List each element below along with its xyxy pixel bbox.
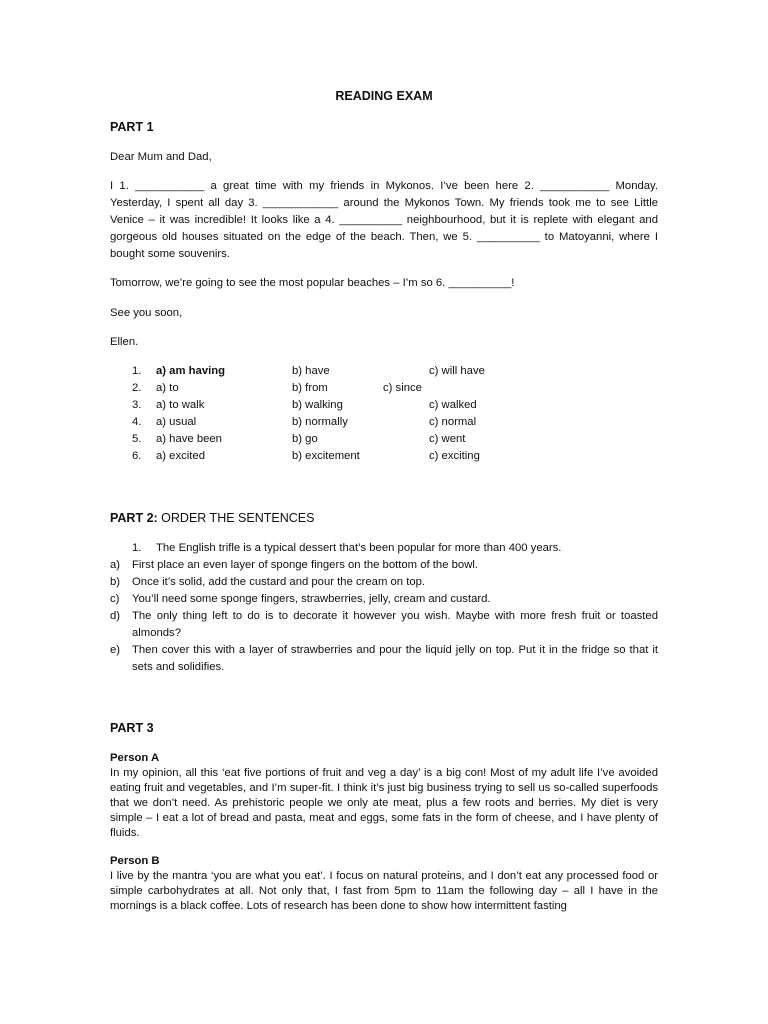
order-item-e [110,642,658,676]
item-letter: b) [110,576,121,588]
order-intro-sentence [110,540,658,557]
item-text: First place an even layer of sponge fingers on the bottom of the bowl. [132,559,479,571]
person-a-label: Person A [110,752,160,764]
order-item-b [110,574,658,591]
option-c: c) since [383,382,422,394]
option-b: b) walking [292,399,343,411]
option-a: a) am having [156,365,226,377]
letter-paragraph-2: Tomorrow, we’re going to see the most popular beaches – I’m so 6. __________! [110,277,515,289]
person-a-text: In my opinion, all this ‘eat five portions of fruit and veg a day’ is a big con! Most of my adult life I’ve avoided eating fruit and vegetables, and I’m super-fit. I think it’s just big business trying to sell us so-called superfoods that we don’t need. As prehistoric people we only ate meat, plus a few roots and berries. My diet is very simple – I eat a lot of bread and pasta, meat and eggs, some fats in the form of cheese, and I have plenty of fluids. [110,767,658,839]
option-a: a) excited [156,450,205,462]
option-b: b) normally [292,416,348,428]
option-number: 1. [132,365,142,377]
person-b-text: I live by the mantra ‘you are what you eat’. I focus on natural proteins, and I don’t eat any processed food or simple carbohydrates at all. Not only that, I fast from 5pm to 11am the following day – all I have in the mornings is a black coffee. Lots of research has been done to show how intermittent fasting [110,870,658,912]
option-c: c) normal [429,416,477,428]
part2-heading-label: PART 2: [110,511,158,525]
option-number: 2. [132,382,142,394]
option-number: 5. [132,433,142,445]
item-text: Once it’s solid, add the custard and pour the cream on top. [132,576,426,588]
page-title: READING EXAM [335,89,433,103]
order-item-a [110,557,658,574]
option-b: b) go [292,433,318,445]
option-c: c) walked [429,399,477,411]
letter-greeting: Dear Mum and Dad, [110,151,212,163]
person-b-label: Person B [110,855,160,867]
letter-closing: See you soon, [110,307,183,319]
part3-heading: PART 3 [110,721,154,735]
letter-paragraph-1: I 1. ___________ a great time with my friends in Mykonos. I’ve been here 2. ___________ Monday. Yesterday, I spent all day 3. ____________ around the Mykonos Town. My friends took me to see Little Venice – it was incredible! It looks like a 4. __________ neighbourhood, but it is replete with elegant and gorgeous old houses situated on the edge of the beach. Then, we 5. __________ to Matoyanni, where I bought some souvenirs. [110,180,658,260]
option-a: a) to walk [156,399,205,411]
option-row [110,397,658,414]
item-text: You’ll need some sponge fingers, strawberries, jelly, cream and custard. [132,593,491,605]
option-a: a) to [156,382,179,394]
part1-heading: PART 1 [110,120,154,134]
letter-signature: Ellen. [110,336,139,348]
option-c: c) went [429,433,466,445]
option-b: b) excitement [292,450,360,462]
item-letter: c) [110,593,120,605]
part2-heading-instruction: ORDER THE SENTENCES [161,511,315,525]
order-item-c [110,591,658,608]
item-letter: d) [110,610,121,622]
option-row [110,380,658,397]
order-item-d [110,608,658,642]
option-a: a) have been [156,433,222,445]
option-a: a) usual [156,416,197,428]
option-row [110,448,658,465]
part2-heading [110,510,314,527]
option-row [110,431,658,448]
option-row [110,363,658,380]
option-number: 4. [132,416,142,428]
item-text: Then cover this with a layer of strawberries and pour the liquid jelly on top. Put it in the fridge so that it sets and solidifies. [132,644,658,673]
option-c: c) will have [429,365,485,377]
item-letter: a) [110,559,121,571]
option-number: 3. [132,399,142,411]
option-row [110,414,658,431]
option-b: b) from [292,382,328,394]
option-c: c) exciting [429,450,480,462]
intro-number: 1. [132,542,142,554]
item-text: The only thing left to do is to decorate it however you wish. Maybe with more fresh fruit or toasted almonds? [132,610,658,639]
item-letter: e) [110,644,121,656]
option-b: b) have [292,365,330,377]
option-number: 6. [132,450,142,462]
intro-text: The English trifle is a typical dessert that’s been popular for more than 400 years. [156,542,562,554]
